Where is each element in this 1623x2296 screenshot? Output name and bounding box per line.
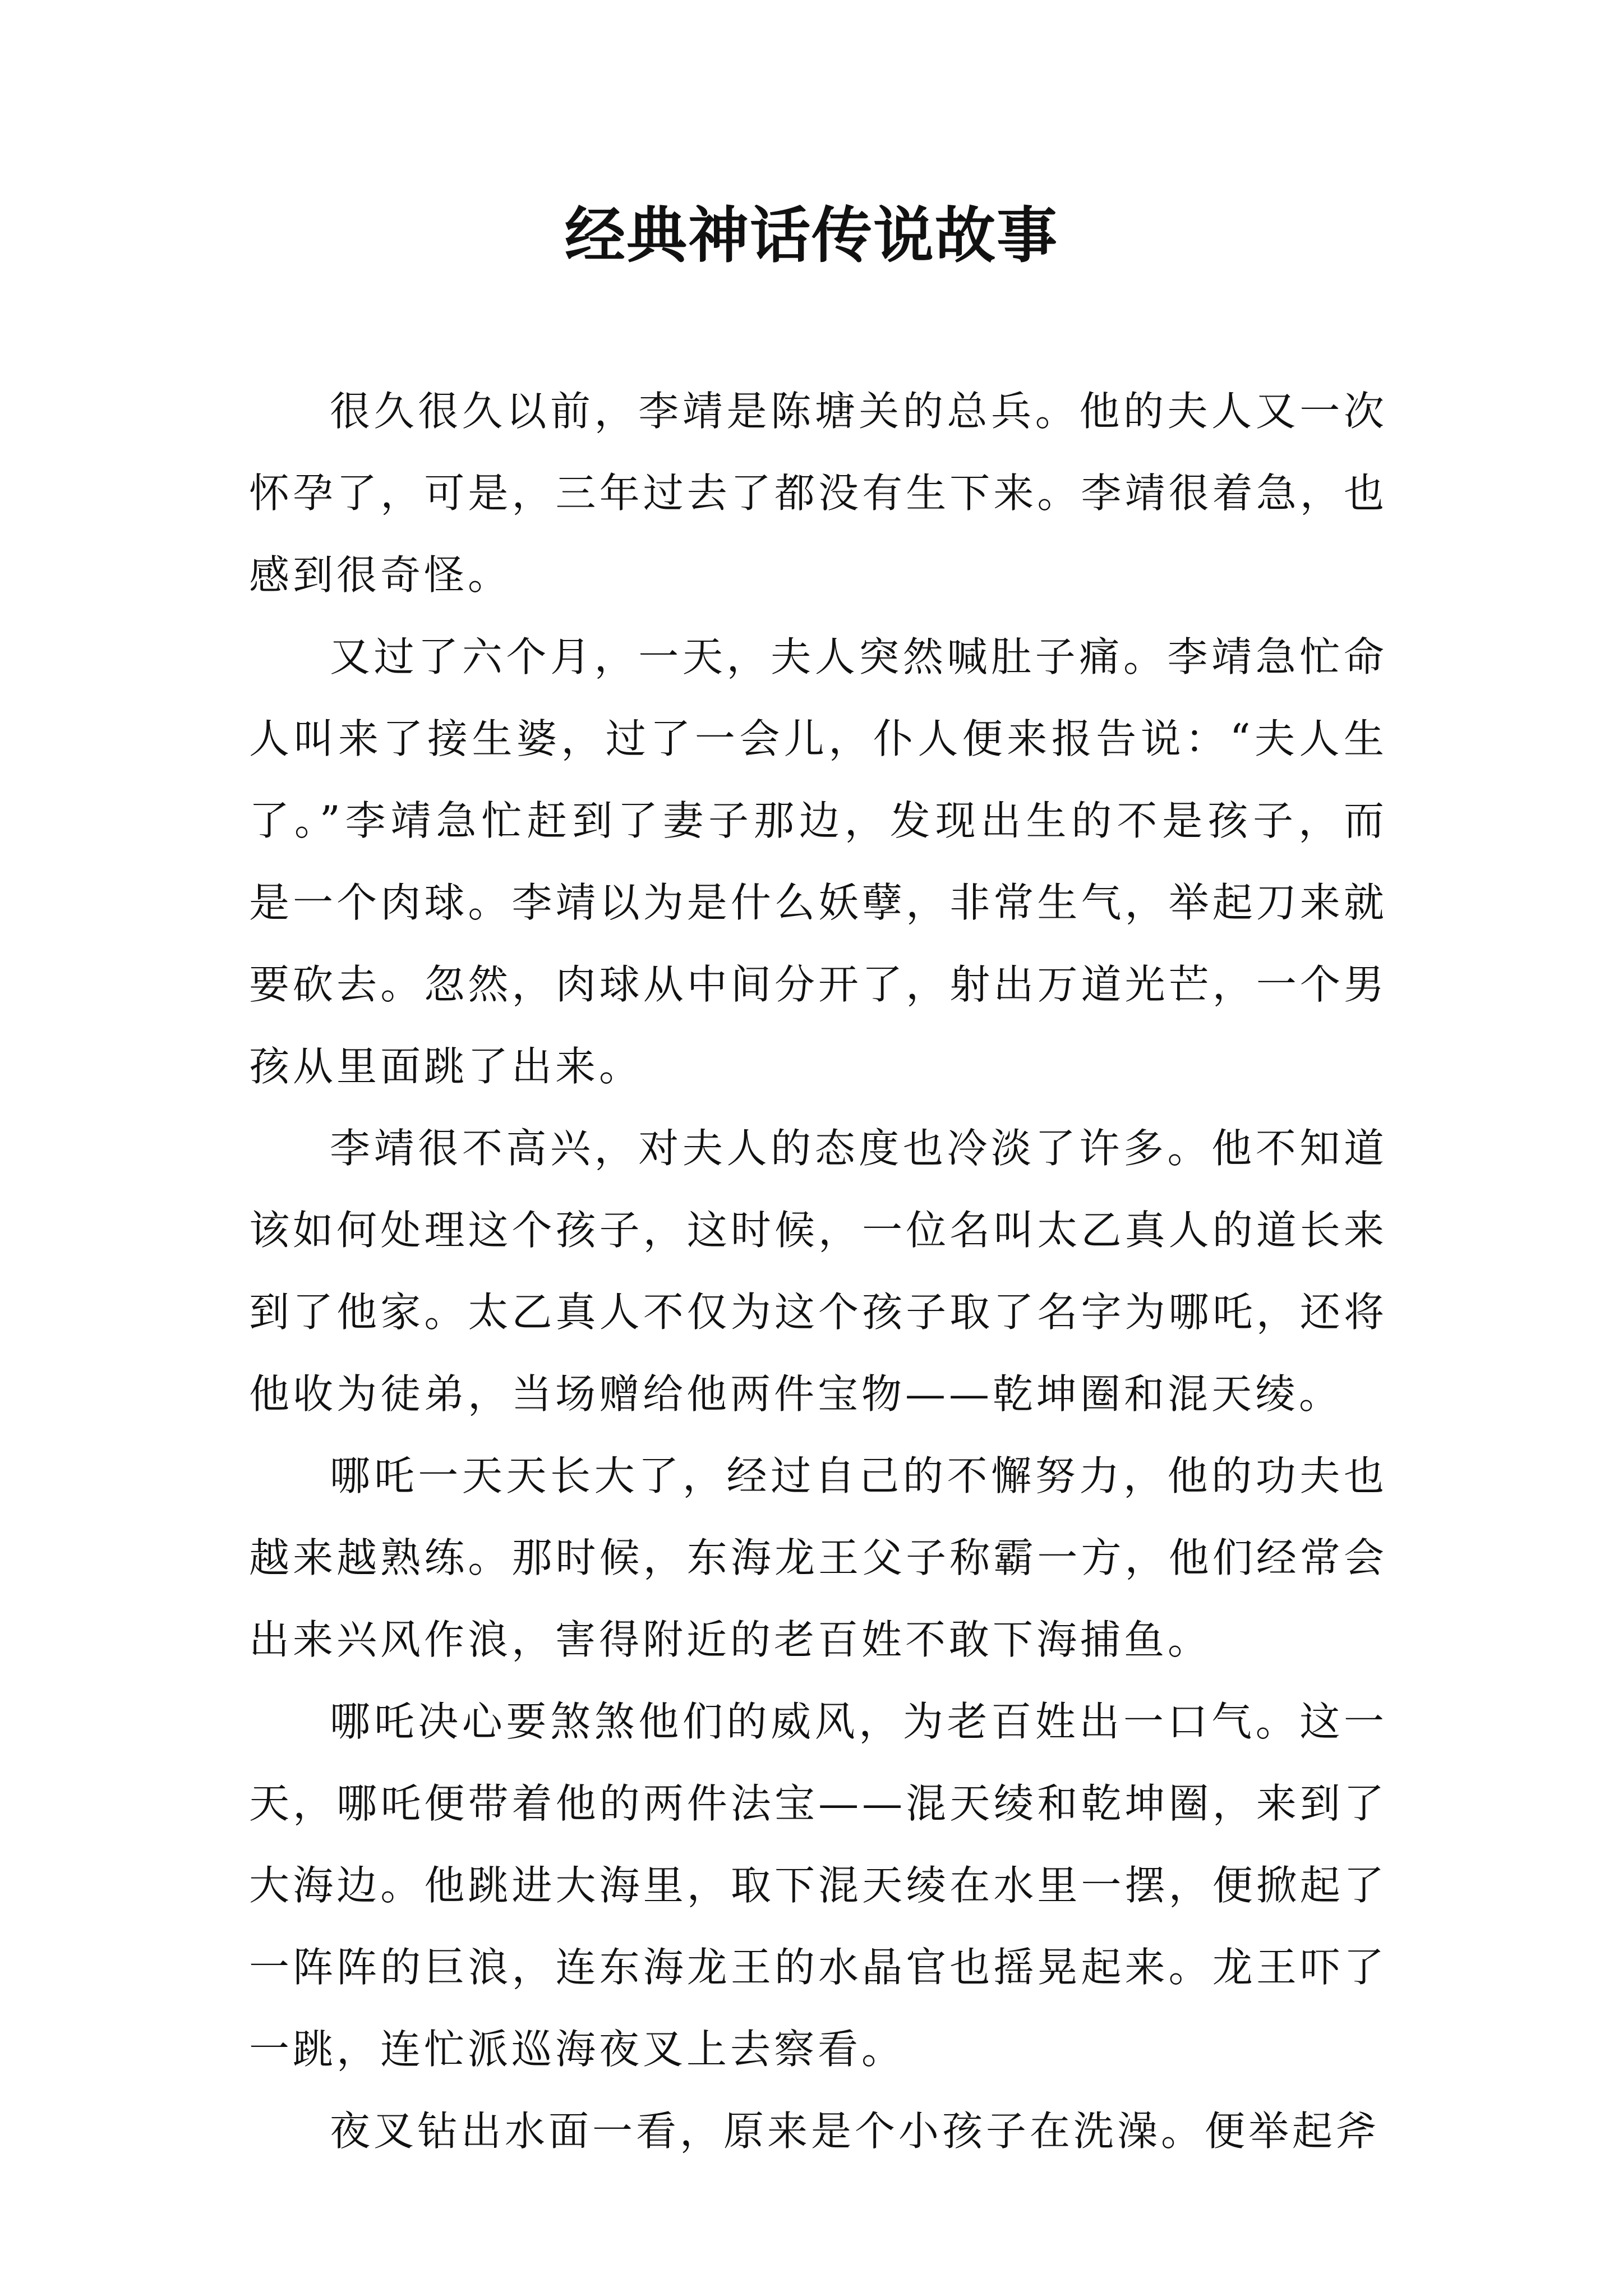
- document-title: 经典神话传说故事: [564, 200, 1058, 271]
- paragraph-4: 哪吒一天天长大了，经过自己的不懈努力，他的功夫也越来越熟练。那时候，东海龙王父子称霸一方，他们经常会出来兴风作浪，害得附近的老百姓不敢下海捕鱼。: [249, 1452, 1387, 1663]
- paragraph-1: 很久很久以前，李靖是陈塘关的总兵。他的夫人又一次怀孕了，可是，三年过去了都没有生下来。李靖很着急，也感到很奇怪。: [249, 388, 1387, 599]
- paragraph-2: 又过了六个月，一天，夫人突然喊肚子痛。李靖急忙命人叫来了接生婆，过了一会儿，仆人便来报告说：“夫人生了。”李靖急忙赶到了妻子那边，发现出生的不是孩子，而是一个肉球。李靖以为是什么妖孽，非常生气，举起刀来就要砍去。忽然，肉球从中间分开了，射出万道光芒，一个男孩从里面跳了出来。: [249, 633, 1387, 1090]
- paragraph-3: 李靖很不高兴，对夫人的态度也冷淡了许多。他不知道该如何处理这个孩子，这时候，一位名叫太乙真人的道长来到了他家。太乙真人不仅为这个孩子取了名字为哪吒，还将他收为徒弟，当场赠给他两件宝物——乾坤圈和混天绫。: [249, 1125, 1387, 1418]
- document-body: [249, 370, 1387, 2172]
- paragraph-6: 夜叉钻出水面一看，原来是个小孩子在洗澡。便举起斧: [330, 2108, 1380, 2155]
- paragraph-5: 哪吒决心要煞煞他们的威风，为老百姓出一口气。这一天，哪吒便带着他的两件法宝——混天绫和乾坤圈，来到了大海边。他跳进大海里，取下混天绫在水里一摆，便掀起了一阵阵的巨浪，连东海龙王的水晶官也摇晃起来。龙王吓了一跳，连忙派巡海夜叉上去察看。: [249, 1698, 1387, 2073]
